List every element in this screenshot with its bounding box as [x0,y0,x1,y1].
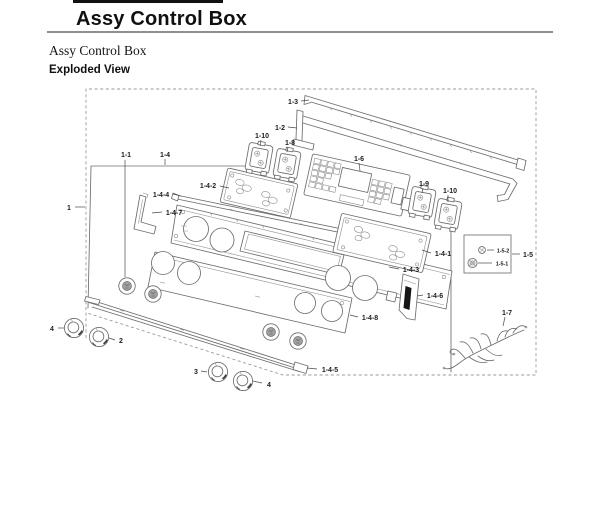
leader-3 [201,371,207,372]
callout-1-8: 1-8 [284,140,296,147]
callout-1-3: 1-3 [287,99,299,106]
callout-1-9: 1-9 [418,181,430,188]
callout-1-10-left: 1-10 [254,133,270,140]
callout-4-right: 4 [267,382,271,389]
callout-1-4-8: 1-4-8 [361,315,379,322]
leader-1-7 [503,317,505,326]
callout-1-10-right: 1-10 [442,188,458,195]
mounted-knob-2 [145,286,161,302]
callout-1-7: 1-7 [501,310,513,317]
part-1-4-6-bracket [399,274,419,320]
leader-1-4-5 [307,368,317,369]
callout-4-left: 4 [50,326,54,333]
page-title: Assy Control Box [76,8,248,30]
leader-2 [109,338,115,340]
mounted-knob-3 [263,324,279,340]
callout-1-5-1: 1-5-1 [495,261,509,268]
callout-1-6: 1-6 [353,156,365,163]
leader-1-2 [288,127,297,128]
part-4-knob-left [64,318,83,337]
part-3-knob [208,362,227,381]
leader-1-4-8 [350,315,358,317]
callout-1-5: 1-5 [522,252,534,259]
callout-1-2: 1-2 [274,125,286,132]
callout-1-4-6: 1-4-6 [426,293,444,300]
part-4-knob-right [233,371,252,390]
callout-1-4-1: 1-4-1 [434,251,452,258]
screw-1-5-2-icon [479,247,486,254]
leader-1-4-7 [152,212,162,213]
callout-1-5-2: 1-5-2 [496,248,510,255]
callout-2: 2 [119,338,123,345]
part-1-9-switch [407,184,436,221]
leader-4-right [253,381,262,383]
callout-1-4-5: 1-4-5 [321,367,339,374]
callout-1-4-3: 1-4-3 [402,267,420,274]
callout-1-1: 1-1 [120,152,132,159]
part-1-6-keypad [304,154,417,218]
part-1-10-switch-left [244,140,273,177]
part-2-knob [89,327,108,346]
callout-3: 3 [194,369,198,376]
part-1-4-7-bracket [134,193,156,234]
callout-1-4-4: 1-4-4 [152,192,170,199]
callout-1-4: 1-4 [159,152,171,159]
screw-1-5-1-icon [468,258,477,267]
page-subtitle: Assy Control Box [49,43,147,58]
callout-1-4-7: 1-4-7 [165,210,183,217]
mounted-knob-1 [119,278,135,294]
section-heading: Exploded View [49,64,130,76]
callout-1-4-2: 1-4-2 [199,183,217,190]
callout-1: 1 [67,205,71,212]
part-1-7-wire-harness [443,326,527,369]
mounted-knob-4 [290,333,306,349]
